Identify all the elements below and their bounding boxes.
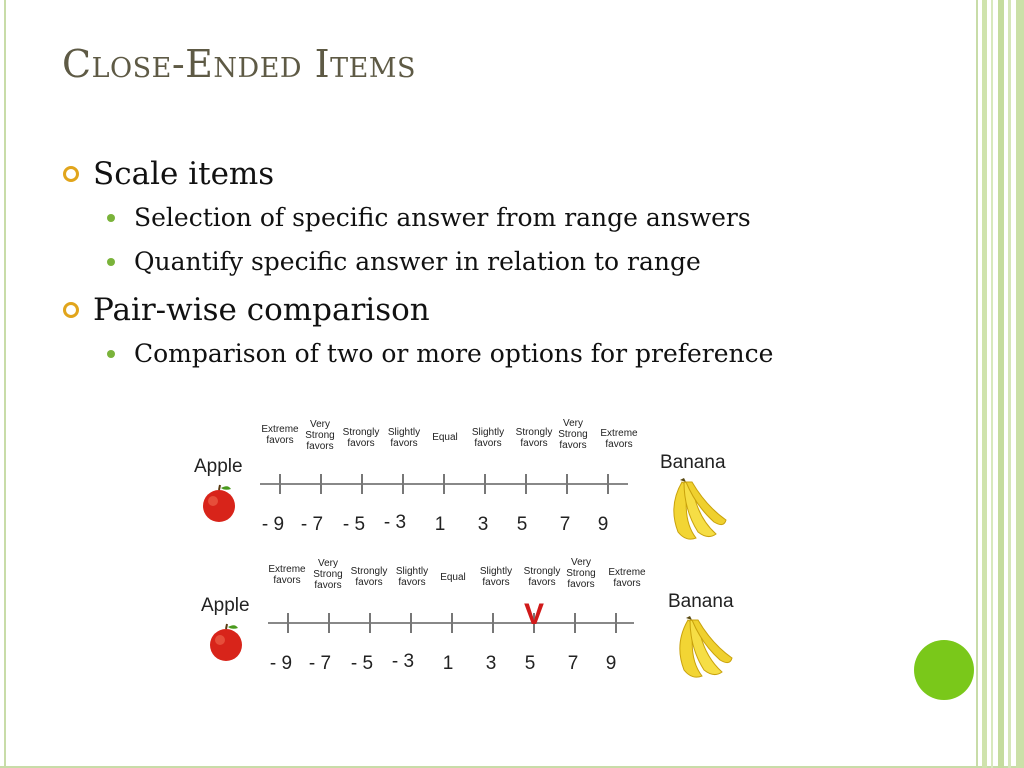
scale-tick [320,474,322,494]
sub-bullet-text: Quantify specific answer in relation to range [134,247,701,276]
scale-tick [279,474,281,494]
banana-icon [662,476,728,544]
scale-number: 3 [485,653,497,674]
scale-number: - 3 [383,512,407,533]
scale-tick [492,613,494,633]
sub-bullet-text: Comparison of two or more options for preference [134,339,774,368]
scale-tick [361,474,363,494]
scale-tick [574,613,576,633]
scale-number: 3 [477,514,489,535]
scale-caption: Strongly favors [342,427,380,449]
scale-caption: Very Strong favors [313,558,343,591]
scale-number: 5 [524,653,536,674]
ring-bullet-icon [63,166,79,182]
scale-tick [287,613,289,633]
decorative-stripes [976,0,1024,768]
scale-example-marked [188,552,748,687]
scale-number: - 7 [300,514,324,535]
scale-example-blank [188,412,748,547]
bullet-text: Scale items [93,156,275,192]
sub-bullet [60,196,880,240]
scale-number: - 3 [391,651,415,672]
scale-tick [615,613,617,633]
scale-caption: Strongly favors [515,427,553,449]
scale-number: - 9 [261,514,285,535]
sub-bullet [60,240,880,284]
scale-number: 7 [559,514,571,535]
green-circle-decoration [914,640,974,700]
selected-mark: V [523,598,544,631]
scale-tick [566,474,568,494]
scale-caption: Equal [432,432,458,443]
sub-bullet-text: Selection of specific answer from range answers [134,203,751,232]
dot-bullet-icon [107,350,115,358]
apple-icon [205,621,247,663]
scale-caption: Extreme favors [600,428,638,450]
dot-bullet-icon [107,258,115,266]
scale-number: 9 [605,653,617,674]
scale-tick [410,613,412,633]
banana-icon [668,614,734,682]
scale-tick [484,474,486,494]
scale-caption: Strongly favors [350,566,388,588]
scale-tick [451,613,453,633]
scale-number: 1 [434,514,446,535]
scale-caption: Slightly favors [387,427,421,449]
scale-number: - 5 [342,514,366,535]
scale-caption: Very Strong favors [566,557,596,590]
scale-caption: Strongly favors [523,566,561,588]
sub-bullet [60,332,880,376]
scale-number: 9 [597,514,609,535]
banana-label: Banana [660,452,726,473]
scale-number: - 9 [269,653,293,674]
bullet-list [60,152,880,376]
ring-bullet-icon [63,302,79,318]
scale-caption: Very Strong favors [558,418,588,451]
scale-caption: Slightly favors [395,566,429,588]
scale-tick [525,474,527,494]
scale-caption: Very Strong favors [305,419,335,452]
scale-caption: Extreme favors [268,564,306,586]
bullet-text: Pair-wise comparison [93,292,430,328]
bullet-pair-wise [60,288,880,332]
apple-label: Apple [201,595,250,616]
scale-caption: Slightly favors [479,566,513,588]
scale-tick [607,474,609,494]
scale-number: - 5 [350,653,374,674]
scale-tick [328,613,330,633]
banana-label: Banana [668,591,734,612]
scale-number: 5 [516,514,528,535]
slide-frame-left [4,0,6,768]
scale-caption: Slightly favors [471,427,505,449]
scale-tick [369,613,371,633]
scale-number: - 7 [308,653,332,674]
scale-tick [402,474,404,494]
scale-tick [443,474,445,494]
pairwise-comparison-figure [188,412,748,692]
dot-bullet-icon [107,214,115,222]
scale-number: 7 [567,653,579,674]
bullet-scale-items [60,152,880,196]
apple-icon [198,482,240,524]
apple-label: Apple [194,456,243,477]
slide-title: Close-Ended Items [62,42,417,86]
scale-caption: Extreme favors [608,567,646,589]
scale-caption: Equal [440,572,466,583]
scale-caption: Extreme favors [261,424,299,446]
scale-number: 1 [442,653,454,674]
